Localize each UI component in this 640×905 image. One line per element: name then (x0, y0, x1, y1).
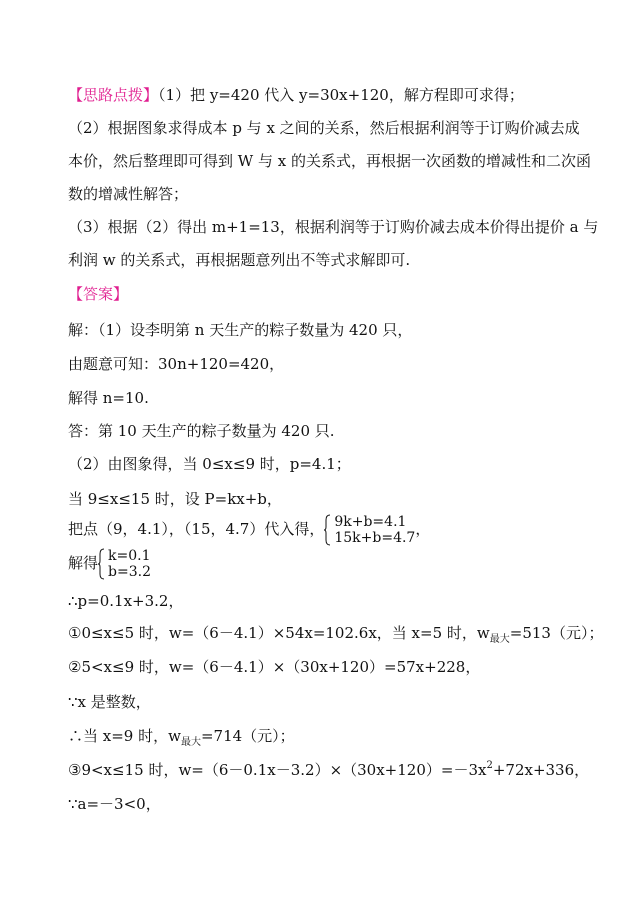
answer-line-8 (68, 548, 151, 580)
answer-line-2: 由题意可知：30n+120=420， (68, 355, 285, 373)
system-1-eq-1: 9k+b=4.1 (334, 514, 407, 530)
answer-line-12: ∵x 是整数， (68, 693, 151, 711)
thinking-line-2: （2）根据图象求得成本 p 与 x 之间的关系，然后根据利润等于订购价减去成 (68, 119, 580, 137)
thinking-line-4: 数的增减性解答； (68, 185, 189, 203)
answer-line-11: ②5<x≤9 时，w=（6－4.1）×（30x+120）=57x+228， (68, 658, 481, 676)
answer-line-3: 解得 n=10. (68, 389, 149, 407)
answer-line-13-sub: 最大 (180, 737, 201, 748)
answer-line-7-text: 把点（9，4.1），（15，4.7）代入得， (68, 520, 325, 538)
answer-line-7 (68, 514, 430, 546)
brace-icon (98, 548, 105, 580)
thinking-line-6: 利润 w 的关系式，再根据题意列出不等式求解即可. (68, 251, 411, 269)
answer-line-6: 当 9≤x≤15 时，设 P=kx+b， (68, 490, 282, 508)
thinking-line-1 (68, 84, 524, 106)
answer-line-10-pre: ①0≤x≤5 时，w=（6－4.1）×54x=102.6x，当 x=5 时，w (68, 624, 490, 642)
answer-line-4: 答：第 10 天生产的粽子数量为 420 只. (68, 422, 335, 440)
thinking-line-5: （3）根据（2）得出 m+1=13，根据利润等于订购价减去成本价得出提价 a 与 (68, 218, 599, 236)
system-2-eq-1: k=0.1 (108, 548, 151, 564)
answer-line-10 (68, 622, 603, 647)
answer-line-14-post: +72x+336， (492, 761, 590, 779)
brace-icon (324, 514, 331, 546)
thinking-tag: 【思路点拨】 (68, 86, 159, 104)
answer-line-13-pre: ∴当 x=9 时，w (68, 727, 181, 745)
answer-line-5: （2）由图象得，当 0≤x≤9 时，p=4.1； (68, 455, 351, 473)
answer-line-13-post: =714（元）； (200, 727, 295, 745)
answer-line-1: 解：（1）设李明第 n 天生产的粽子数量为 420 只， (68, 321, 413, 339)
answer-line-10-post: =513（元）； (509, 624, 604, 642)
system-1-eq-2: 15k+b=4.7 (334, 530, 416, 546)
answer-line-14-pre: ③9<x≤15 时，w=（6－0.1x－3.2）×（30x+120）=－3x (68, 761, 487, 779)
answer-tag-line (68, 283, 128, 305)
answer-tag: 【答案】 (68, 285, 129, 303)
thinking-line-3: 本价，然后整理即可得到 W 与 x 的关系式，再根据一次函数的增减性和二次函 (68, 152, 591, 170)
equation-system-2 (98, 548, 151, 580)
answer-line-10-sub: 最大 (489, 634, 510, 645)
answer-line-14-sup: 2 (486, 760, 493, 771)
answer-line-13 (68, 725, 295, 750)
thinking-text-1: （1）把 y=420 代入 y=30x+120，解方程即可求得； (158, 86, 524, 104)
answer-line-15: ∵a=－3<0， (68, 795, 161, 813)
answer-line-14 (68, 759, 589, 784)
system-2-eq-2: b=3.2 (108, 564, 151, 580)
answer-line-7-end: ， (415, 520, 431, 538)
equation-system-1 (324, 514, 415, 546)
answer-line-9: ∴p=0.1x+3.2， (68, 592, 184, 610)
answer-line-8-text: 解得 (68, 554, 99, 572)
